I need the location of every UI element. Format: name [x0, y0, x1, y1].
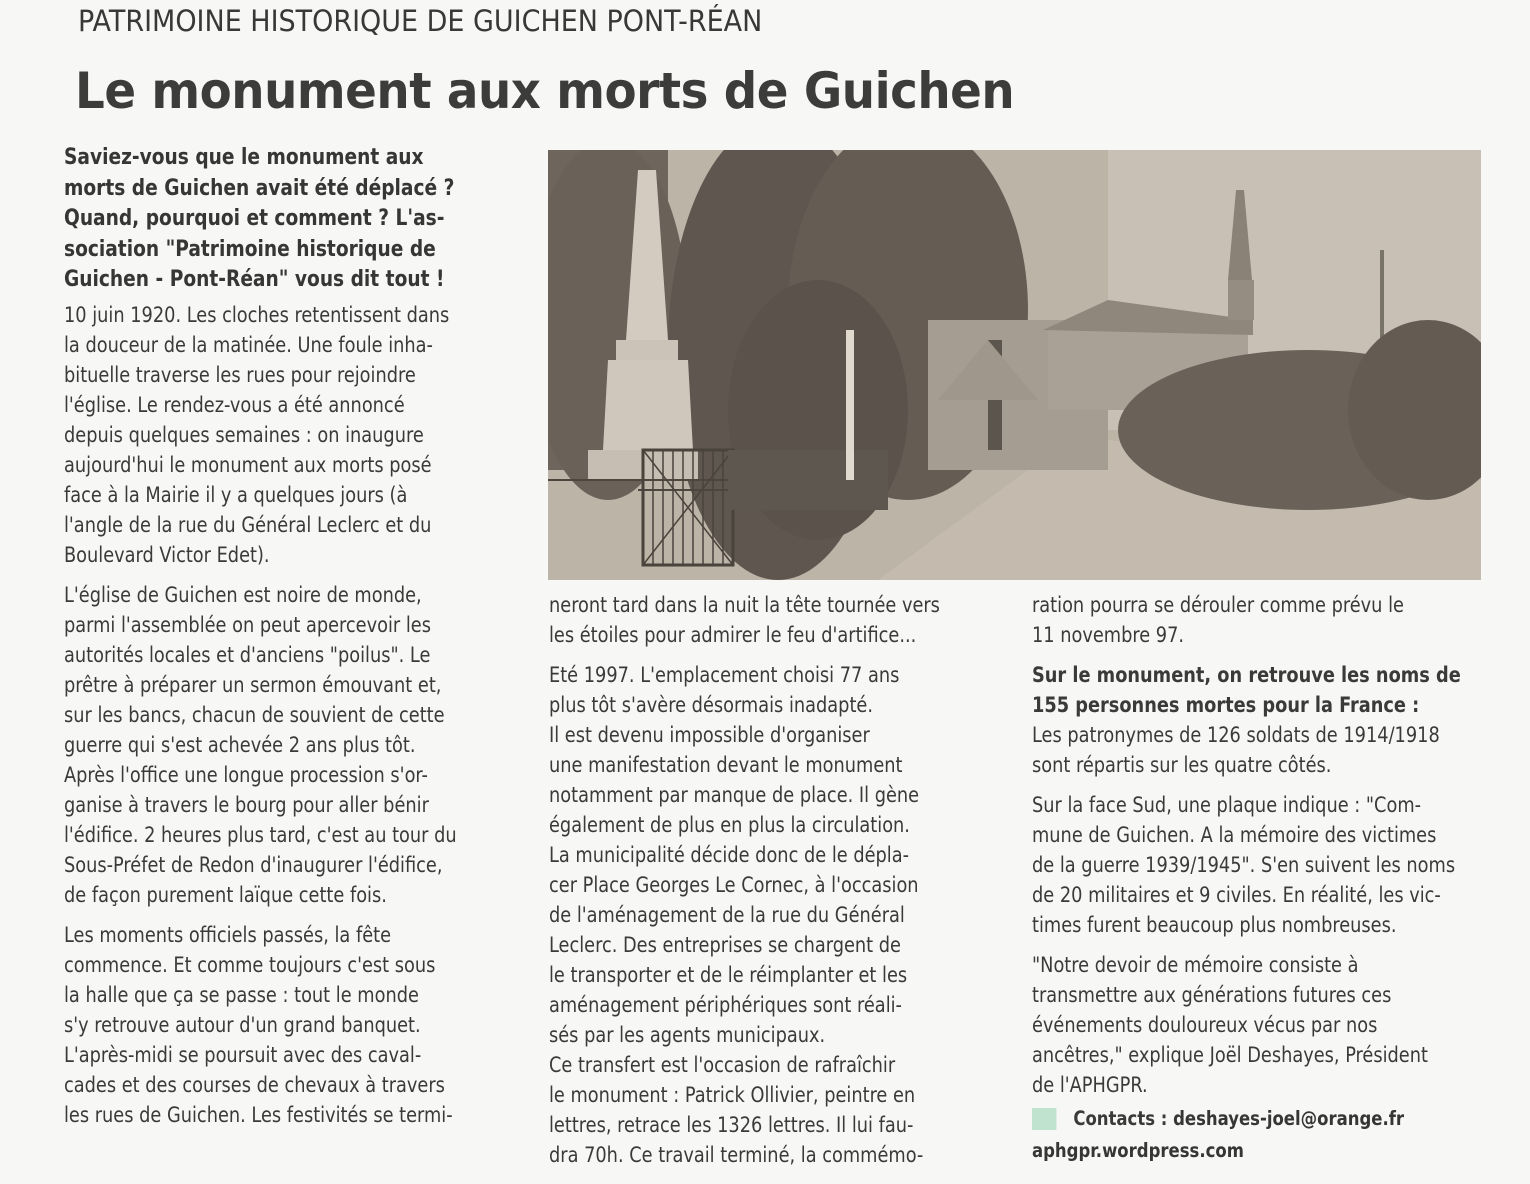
section-kicker: PATRIMOINE HISTORIQUE DE GUICHEN PONT-RÉAN [78, 4, 763, 38]
text-line: aménagement périphériques sont réali- [549, 993, 902, 1017]
text-line: le transporter et de le réimplanter et les [549, 963, 908, 987]
paragraph-festivities [64, 920, 496, 1130]
contact-email-row [1032, 1104, 1474, 1134]
text-line: Il est devenu impossible d'organiser [549, 723, 870, 747]
text-line: Sous-Préfet de Redon d'inaugurer l'édifice, [64, 852, 443, 877]
lead-line: morts de Guichen avait été déplacé ? [64, 175, 455, 201]
text-line: face à la Mairie il y a quelques jours (à [64, 482, 408, 507]
text-line: 11 novembre 97. [1032, 623, 1185, 647]
text-line: Leclerc. Des entreprises se chargent de [549, 933, 901, 957]
text-line: le monument : Patrick Ollivier, peintre en [549, 1083, 916, 1107]
text-line: Après l'office une longue procession s'or- [64, 762, 428, 787]
text-line: depuis quelques semaines : on inaugure [64, 422, 424, 447]
text-line: La municipalité décide donc de le dépla- [549, 843, 910, 867]
text-line: aujourd'hui le monument aux morts posé [64, 452, 432, 477]
article-title: Le monument aux morts de Guichen [75, 62, 1015, 120]
text-line: l'angle de la rue du Général Leclerc et du [64, 512, 432, 537]
text-line: L'église de Guichen est noire de monde, [64, 582, 422, 607]
text-line: sés par les agents municipaux. [549, 1023, 826, 1047]
left-column [64, 143, 524, 1140]
lead-line: sociation "Patrimoine historique de [64, 236, 436, 262]
text-line: notamment par manque de place. Il gène [549, 783, 920, 807]
text-line: neront tard dans la nuit la tête tournée vers [549, 593, 940, 617]
text-line: transmettre aux générations futures ces [1032, 983, 1392, 1007]
paragraph-1997 [549, 660, 981, 1170]
contact-website-link[interactable]: aphgpr.wordpress.com [1032, 1139, 1244, 1162]
text-line: ancêtres," explique Joël Deshayes, Président [1032, 1043, 1428, 1067]
text-line: Les patronymes de 126 soldats de 1914/1918 [1032, 723, 1440, 747]
text-line: commence. Et comme toujours c'est sous [64, 952, 436, 977]
text-line: l'édifice. 2 heures plus tard, c'est au tour du [64, 822, 457, 847]
text-line: de 20 militaires et 9 civiles. En réalité, les vic- [1032, 883, 1441, 907]
text-line: parmi l'assemblée on peut apercevoir les [64, 612, 431, 637]
right-column [1032, 590, 1502, 1166]
text-line: ganise à travers le bourg pour aller bénir [64, 792, 429, 817]
text-line: times furent beaucoup plus nombreuses. [1032, 913, 1397, 937]
text-line: cer Place Georges Le Cornec, à l'occasion [549, 873, 919, 897]
paragraph-inauguration [64, 300, 496, 570]
contact-label: Contacts : [1073, 1107, 1174, 1130]
text-line: lettres, retrace les 1326 lettres. Il lui fau- [549, 1113, 914, 1137]
text-line: les rues de Guichen. Les festivités se termi- [64, 1102, 453, 1127]
text-line-bold: 155 personnes mortes pour la France : [1032, 693, 1420, 717]
text-line: mune de Guichen. A la mémoire des victimes [1032, 823, 1437, 847]
text-line: Les moments officiels passés, la fête [64, 922, 392, 947]
text-line: cades et des courses de chevaux à travers [64, 1072, 445, 1097]
contact-website-row [1032, 1136, 1474, 1166]
text-line: bituelle traverse les rues pour rejoindre [64, 362, 416, 387]
text-line: sur les bancs, chacun de souvient de cette [64, 702, 445, 727]
article-lead [64, 143, 496, 296]
text-line: l'église. Le rendez-vous a été annoncé [64, 392, 405, 417]
text-line: Ce transfert est l'occasion de rafraîchir [549, 1053, 896, 1077]
paragraph-church [64, 580, 496, 910]
paragraph-night [549, 590, 981, 650]
text-line: autorités locales et d'anciens "poilus". Le [64, 642, 431, 667]
text-line: les étoiles pour admirer le feu d'artifice... [549, 623, 917, 647]
contact-email-link[interactable]: deshayes-joel@orange.fr [1173, 1107, 1405, 1130]
text-line-bold: Sur le monument, on retrouve les noms de [1032, 663, 1461, 687]
paragraph-commemoration [1032, 590, 1474, 650]
text-line: de l'APHGPR. [1032, 1073, 1148, 1097]
contact-badge-icon [1032, 1108, 1056, 1130]
text-line: "Notre devoir de mémoire consiste à [1032, 953, 1359, 977]
text-line: également de plus en plus la circulation. [549, 813, 910, 837]
text-line: guerre qui s'est achevée 2 ans plus tôt. [64, 732, 416, 757]
text-line: Boulevard Victor Edet). [64, 542, 270, 567]
text-line: de l'aménagement de la rue du Général [549, 903, 905, 927]
text-line: ration pourra se dérouler comme prévu le [1032, 593, 1404, 617]
paragraph-south-face [1032, 790, 1474, 940]
text-line: plus tôt s'avère désormais inadapté. [549, 693, 873, 717]
text-line: sont répartis sur les quatre côtés. [1032, 753, 1332, 777]
text-line: la douceur de la matinée. Une foule inha- [64, 332, 433, 357]
historic-monument-photo [548, 150, 1481, 580]
text-line: de façon purement laïque cette fois. [64, 882, 387, 907]
text-line: de la guerre 1939/1945". S'en suivent les noms [1032, 853, 1456, 877]
paragraph-quote [1032, 950, 1474, 1100]
lead-line: Guichen - Pont-Réan" vous dit tout ! [64, 267, 445, 292]
lead-line: Quand, pourquoi et comment ? L'as- [64, 206, 445, 231]
lead-line: Saviez-vous que le monument aux [64, 145, 424, 170]
text-line: 10 juin 1920. Les cloches retentissent dans [64, 302, 450, 327]
text-line: événements douloureux vécus par nos [1032, 1013, 1378, 1037]
text-line: une manifestation devant le monument [549, 753, 903, 777]
monument-photo-illustration [548, 150, 1481, 580]
text-line: prêtre à préparer un sermon émouvant et, [64, 672, 442, 697]
text-line: la halle que ça se passe : tout le monde [64, 982, 419, 1007]
contact-block [1032, 1104, 1474, 1166]
paragraph-names [1032, 660, 1474, 780]
text-line: dra 70h. Ce travail terminé, la commémo- [549, 1143, 924, 1167]
text-line: Eté 1997. L'emplacement choisi 77 ans [549, 663, 900, 687]
text-line: s'y retrouve autour d'un grand banquet. [64, 1012, 421, 1037]
middle-column [549, 590, 1009, 1180]
text-line: L'après-midi se poursuit avec des caval- [64, 1042, 422, 1067]
text-line: Sur la face Sud, une plaque indique : "Com- [1032, 793, 1422, 817]
